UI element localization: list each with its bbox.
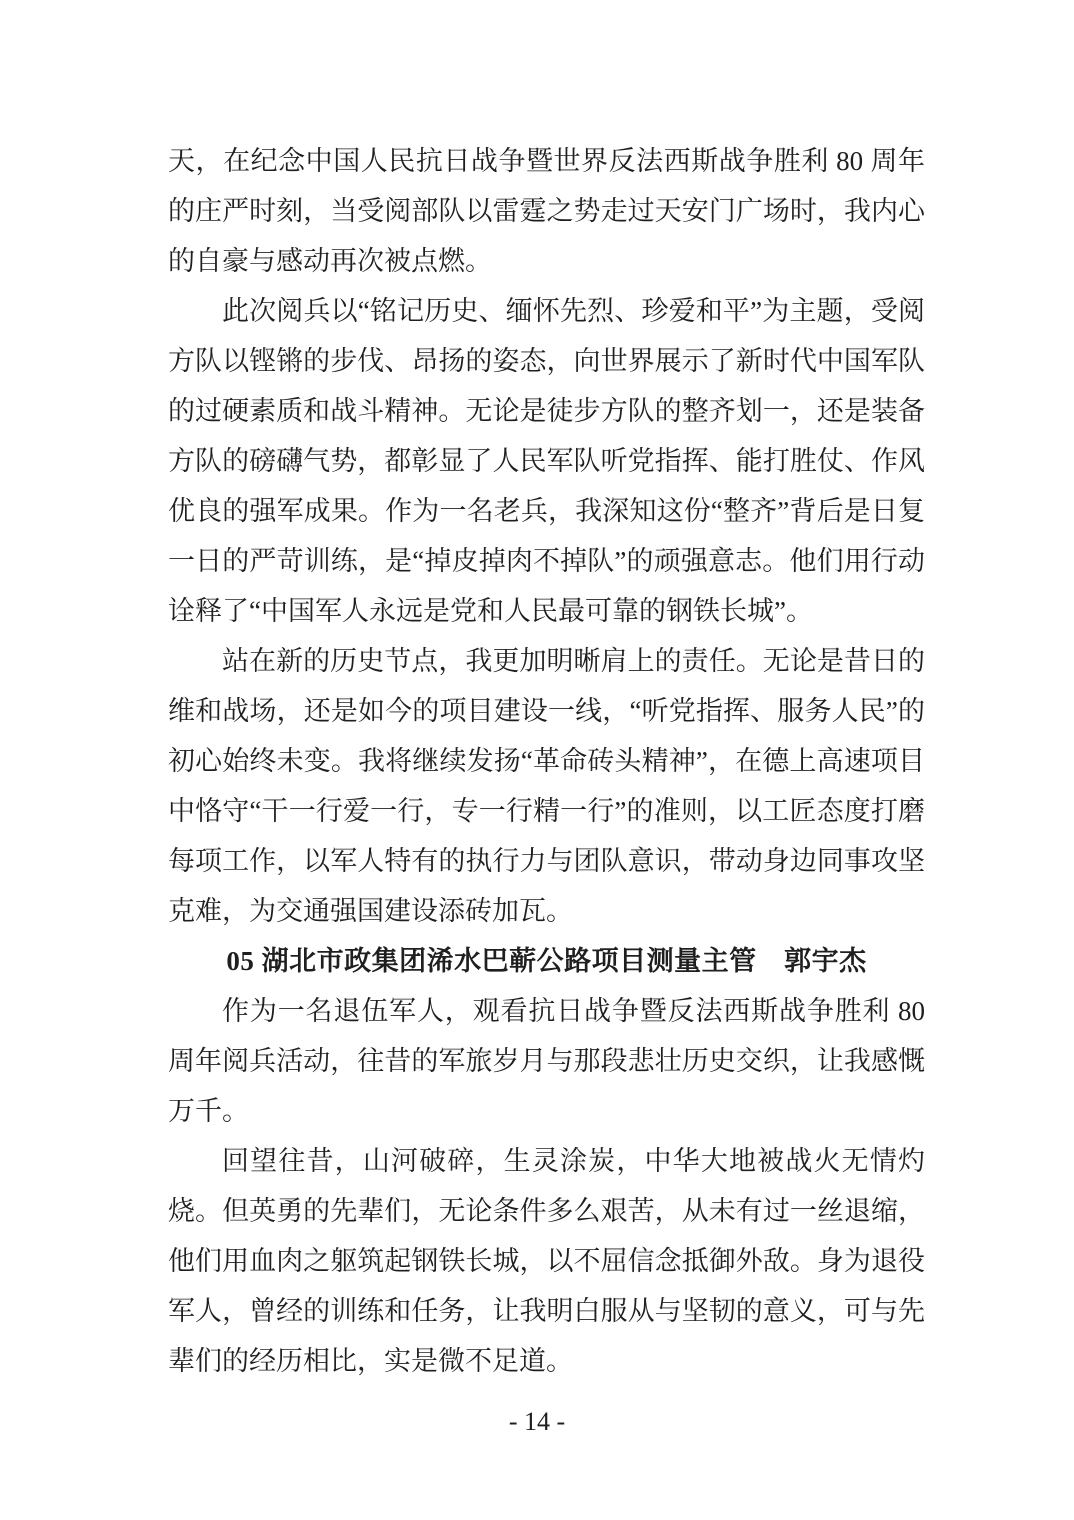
section-heading: 05 湖北市政集团浠水巴蕲公路项目测量主管 郭宇杰 [226, 946, 867, 976]
paragraph: 回望往昔，山河破碎，生灵涂炭，中华大地被战火无情灼烧。但英勇的先辈们，无论条件多么艰苦，从未有过一丝退缩，他们用血肉之躯筑起钢铁长城，以不屈信念抵御外敌。身为退役军人，曾经的训练和任务，让我明白服从与坚韧的意义，可与先辈们的经历相比，实是微不足道。 [168, 1146, 925, 1376]
page-number: - 14 - [508, 1407, 566, 1436]
paragraph: 此次阅兵以“铭记历史、缅怀先烈、珍爱和平”为主题，受阅方队以铿锵的步伐、昂扬的姿态，向世界展示了新时代中国军队的过硬素质和战斗精神。无论是徒步方队的整齐划一，还是装备方队的磅礴气势，都彰显了人民军队听党指挥、能打胜仗、作风优良的强军成果。作为一名老兵，我深知这份“整齐”背后是日复一日的严苛训练，是“掉皮掉肉不掉队”的顽强意志。他们用行动诠释了“中国军人永远是党和人民最可靠的钢铁长城”。 [168, 296, 925, 626]
document-body [168, 136, 925, 1386]
paragraph: 作为一名退伍军人，观看抗日战争暨反法西斯战争胜利 80 周年阅兵活动，往昔的军旅岁月与那段悲壮历史交织，让我感慨万千。 [168, 996, 925, 1126]
paragraph-continuation: 天，在纪念中国人民抗日战争暨世界反法西斯战争胜利 80 周年的庄严时刻，当受阅部队以雷霆之势走过天安门广场时，我内心的自豪与感动再次被点燃。 [168, 146, 925, 276]
paragraph: 站在新的历史节点，我更加明晰肩上的责任。无论是昔日的维和战场，还是如今的项目建设一线，“听党指挥、服务人民”的初心始终未变。我将继续发扬“革命砖头精神”，在德上高速项目中恪守“干一行爱一行，专一行精一行”的准则，以工匠态度打磨每项工作，以军人特有的执行力与团队意识，带动身边同事攻坚克难，为交通强国建设添砖加瓦。 [168, 646, 925, 926]
